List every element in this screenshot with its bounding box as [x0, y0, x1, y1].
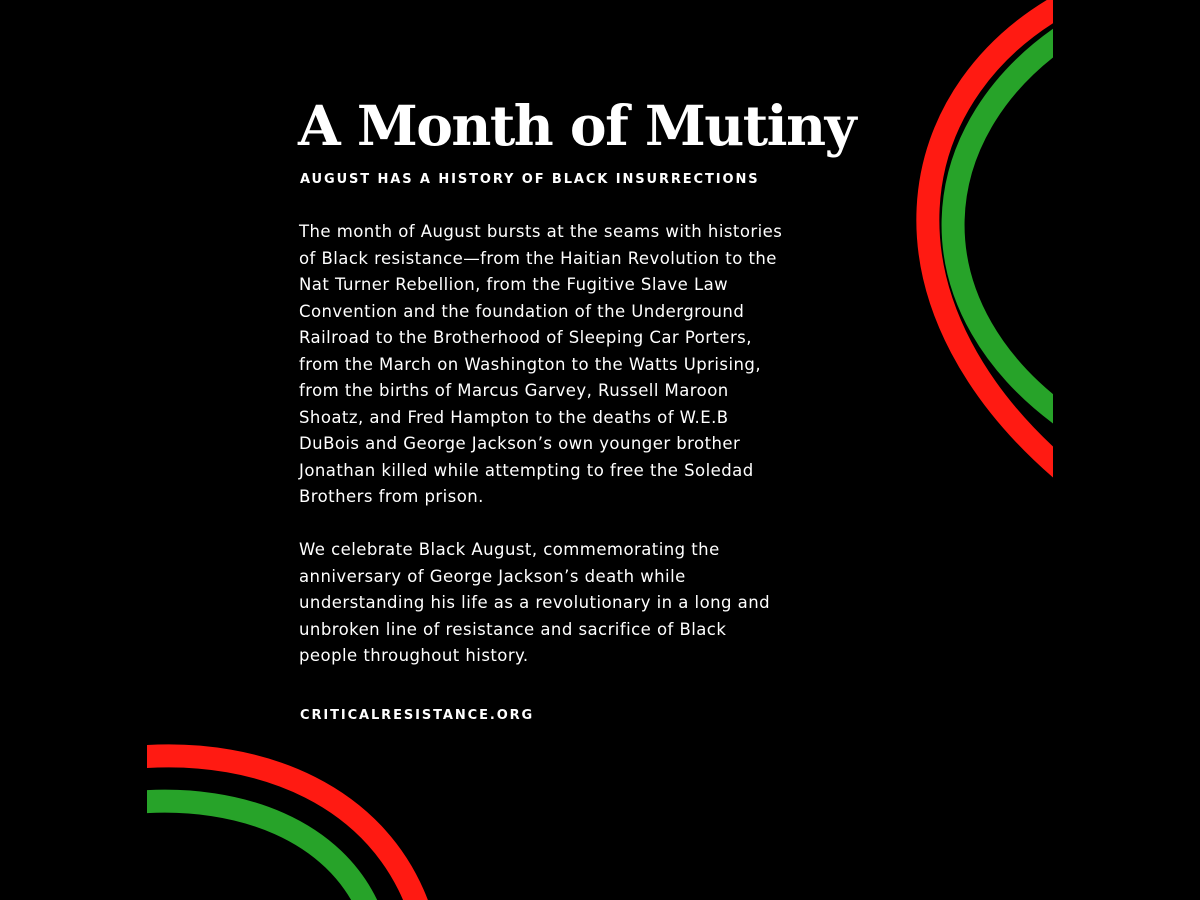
paragraph-line: Brothers from prison. [299, 487, 484, 506]
paragraph-line: Nat Turner Rebellion, from the Fugitive Slave Law [299, 275, 729, 294]
paragraph-line: The month of August bursts at the seams with histories [299, 222, 783, 241]
paragraph-line: from the births of Marcus Garvey, Russell Maroon [299, 381, 729, 400]
paragraph-line: from the March on Washington to the Watts Uprising, [299, 354, 762, 374]
paragraph-line: Shoatz, and Fred Hampton to the deaths of W.E.B [299, 407, 729, 427]
celebration-paragraph [299, 537, 859, 670]
paragraph-line: Railroad to the Brotherhood of Sleeping Car Porters, [299, 328, 752, 347]
paragraph-line: understanding his life as a revolutionary in a long and [299, 593, 771, 612]
paragraph-line: DuBois and George Jackson’s own younger brother [299, 434, 741, 453]
paragraph-line: of Black resistance—from the Haitian Revolution to the [299, 248, 777, 268]
paragraph-line: We celebrate Black August, commemorating the [299, 540, 720, 559]
history-paragraph [299, 219, 859, 511]
paragraph-line: unbroken line of resistance and sacrifice of Black [299, 619, 727, 639]
paragraph-line: Convention and the foundation of the Underground [299, 301, 745, 321]
paragraph-line: Jonathan killed while attempting to free the Soledad [299, 460, 754, 480]
poster-title: A Month of Mutiny [298, 93, 856, 158]
poster-subtitle: AUGUST HAS A HISTORY OF BLACK INSURRECTIONS [300, 172, 760, 187]
paragraph-line: people throughout history. [299, 646, 529, 665]
website-footer: CRITICALRESISTANCE.ORG [300, 708, 535, 723]
paragraph-line: anniversary of George Jackson’s death while [299, 566, 686, 586]
